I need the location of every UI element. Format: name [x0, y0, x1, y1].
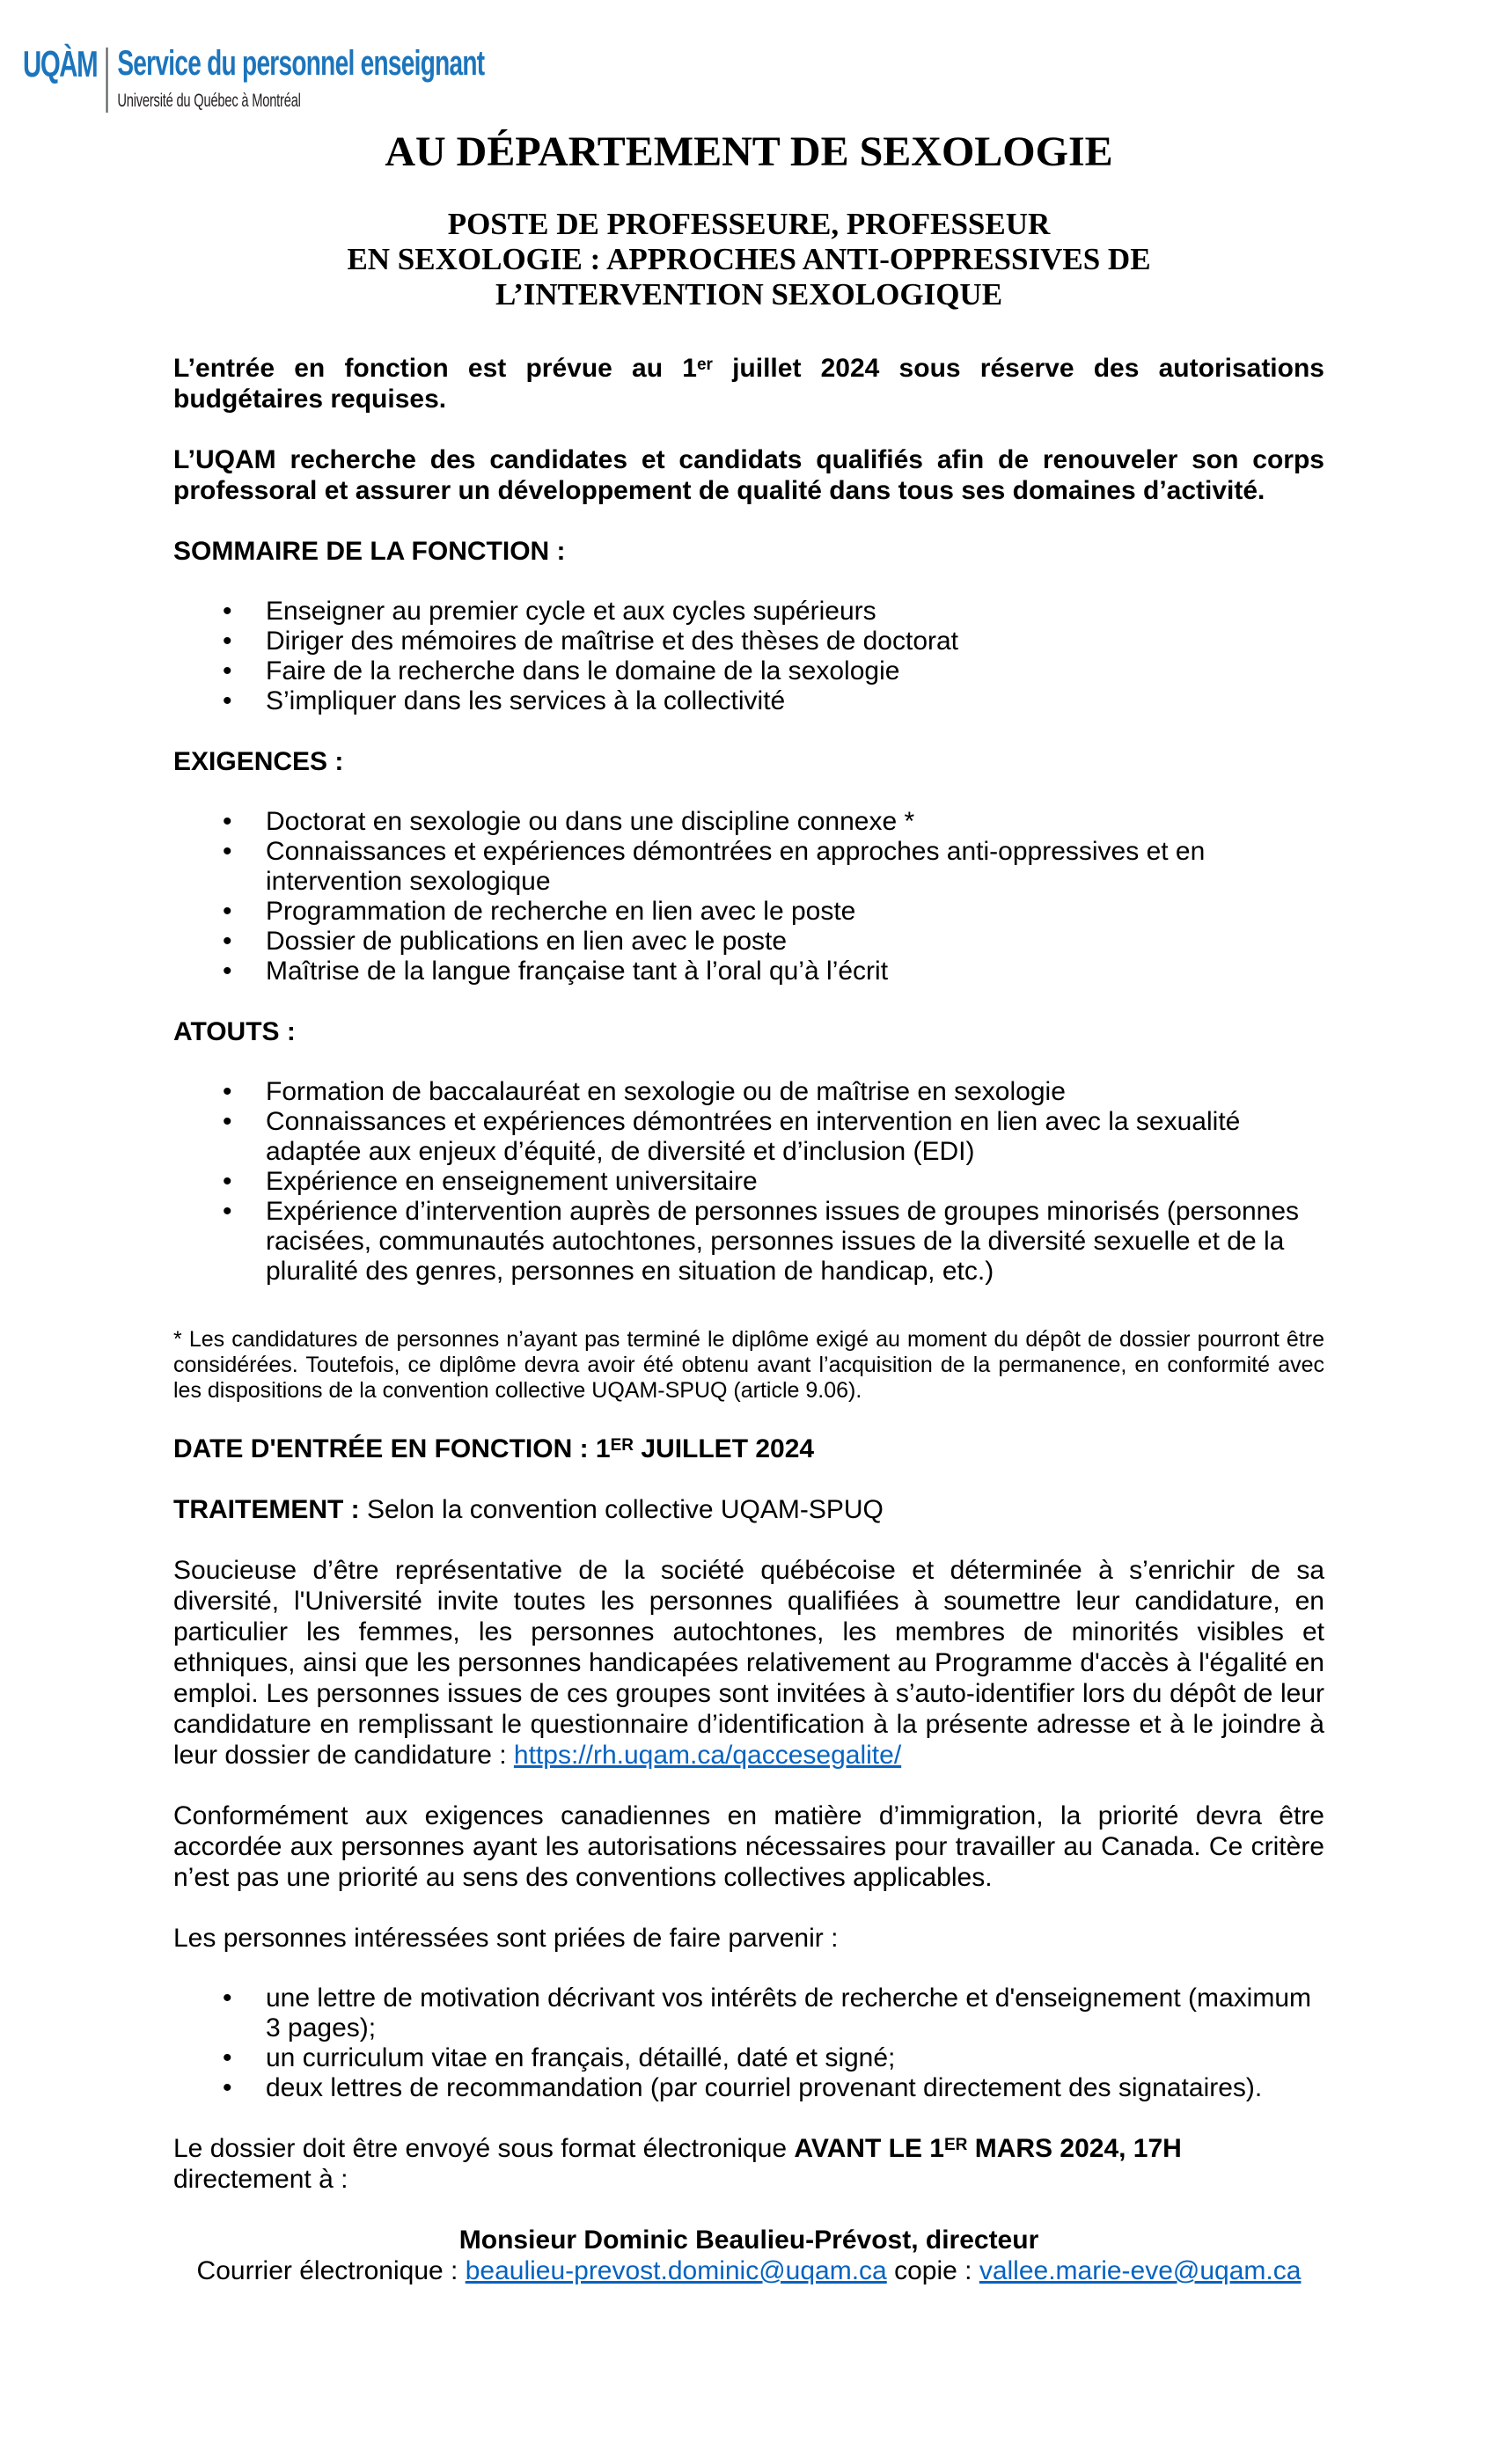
list-item: • Expérience d’intervention auprès de personnes issues de groupes minorisés (personnes racisées, communautés autochtones, personnes issues de la diversité sexuelle et de la pluralité des genres, personnes en situation de handicap, etc.) — [266, 1197, 1324, 1287]
start-date-paragraph — [173, 353, 1324, 414]
diploma-footnote: * Les candidatures de personnes n’ayant pas terminé le diplôme exigé au moment du dépôt de dossier pourront être considérées. Toutefois, ce diplôme devra avoir été obtenu avant l’acquisition de la permanence, en conformité avec les dispositions de la convention collective UQAM-SPUQ (article 9.06). — [173, 1327, 1324, 1403]
start-date-heading — [173, 1434, 1324, 1464]
page-title: AU DÉPARTEMENT DE SEXOLOGIE — [385, 128, 1113, 175]
list-item: • une lettre de motivation décrivant vos intérêts de recherche et d'enseignement (maximum 3 pages); — [266, 1984, 1324, 2043]
list-item: • Connaissances et expériences démontrées en intervention en lien avec la sexualité adaptée aux enjeux d’équité, de diversité et d’inclusion (EDI) — [266, 1107, 1324, 1167]
ordinal-superscript: ER — [943, 2136, 968, 2154]
list-item: • Maîtrise de la langue française tant à l’oral qu’à l’écrit — [266, 957, 1324, 986]
deadline-text-cont: directement à : — [173, 2165, 348, 2194]
contact-email-line — [173, 2255, 1324, 2286]
email-label: Courrier électronique : — [196, 2256, 466, 2285]
section-heading-exigences: EXIGENCES : — [173, 747, 344, 776]
list-item: • Connaissances et expériences démontrées en approches anti-oppressives et en intervention sexologique — [266, 837, 1324, 897]
list-item: • Diriger des mémoires de maîtrise et des thèses de doctorat — [266, 627, 1324, 656]
list-item: • Dossier de publications en lien avec le poste — [266, 927, 1324, 957]
position-subtitle — [173, 207, 1324, 312]
list-item: • Doctorat en sexologie ou dans une discipline connexe * — [266, 807, 1324, 837]
contact-name: Monsieur Dominic Beaulieu-Prévost, directeur — [458, 2226, 1039, 2255]
section-heading-sommaire: SOMMAIRE DE LA FONCTION : — [173, 537, 566, 566]
director-email-link[interactable]: beaulieu-prevost.dominic@uqam.ca — [465, 2256, 887, 2285]
diversity-text: Soucieuse d’être représentative de la société québécoise et déterminée à s’enrichir de sa diversité, l'Université invite toutes les personnes qualifiées à soumettre leur candidature, en particulier les femmes, les personnes autochtones, les membres de minorités visibles et ethniques, ainsi que les personnes handicapées relativement au Programme d'accès à l'égalité en emploi. Les personnes issues de ces groupes sont invitées à s’auto-identifier lors du dépôt de leur candidature en remplissant le questionnaire d’identification à la présente adresse et à le joindre à leur dossier de candidature : — [173, 1556, 1324, 1770]
application-intro: Les personnes intéressées sont priées de faire parvenir : — [173, 1924, 839, 1953]
list-item: • Faire de la recherche dans le domaine de la sexologie — [266, 656, 1324, 686]
uqam-mission-paragraph: L’UQAM recherche des candidates et candidats qualifiés afin de renouveler son corps professoral et assurer un développement de qualité dans tous ses domaines d’activité. — [173, 445, 1324, 505]
start-date-heading-cont: JUILLET 2024 — [634, 1434, 815, 1463]
copy-email-link[interactable]: vallee.marie-eve@uqam.ca — [979, 2256, 1302, 2285]
subtitle-line-2: EN SEXOLOGIE : APPROCHES ANTI-OPPRESSIVES DE — [347, 242, 1151, 276]
salary-line — [173, 1494, 1324, 1525]
exigences-list — [173, 807, 1324, 986]
deadline-text: Le dossier doit être envoyé sous format électronique — [173, 2134, 795, 2163]
diversity-paragraph — [173, 1555, 1324, 1771]
list-item: • Programmation de recherche en lien avec le poste — [266, 897, 1324, 927]
start-date-text: L’entrée en fonction est prévue au 1 — [173, 354, 697, 383]
ordinal-superscript: er — [696, 356, 713, 374]
deadline-date: AVANT LE 1 — [794, 2134, 944, 2163]
uqam-logo — [23, 44, 484, 113]
immigration-paragraph: Conformément aux exigences canadiennes en matière d’immigration, la priorité devra être accordée aux personnes ayant les autorisations nécessaires pour travailler au Canada. Ce critère n’est pas une priorité au sens des conventions collectives applicables. — [173, 1801, 1324, 1892]
uqam-logo-acronym: UQÀM — [23, 43, 98, 84]
ordinal-superscript: ER — [610, 1436, 634, 1455]
logo-text-block — [108, 44, 485, 112]
application-documents-list — [173, 1984, 1324, 2103]
list-item: • S’impliquer dans les services à la collectivité — [266, 686, 1324, 716]
section-heading-atouts: ATOUTS : — [173, 1017, 296, 1046]
list-item: • un curriculum vitae en français, détaillé, daté et signé; — [266, 2043, 1324, 2073]
access-equality-link[interactable]: https://rh.uqam.ca/qaccesegalite/ — [513, 1741, 902, 1770]
job-posting-body — [173, 128, 1324, 2286]
start-date-heading-text: DATE D'ENTRÉE EN FONCTION : 1 — [173, 1434, 611, 1463]
list-item: • deux lettres de recommandation (par courriel provenant directement des signataires). — [266, 2073, 1324, 2103]
logo-university-name: Université du Québec à Montréal — [117, 91, 301, 111]
list-item: • Formation de baccalauréat en sexologie ou de maîtrise en sexologie — [266, 1077, 1324, 1107]
start-date-text-cont: juillet 2024 sous réserve des autorisations budgétaires requises. — [173, 354, 1324, 414]
subtitle-line-1: POSTE DE PROFESSEURE, PROFESSEUR — [447, 207, 1051, 241]
sommaire-list — [173, 597, 1324, 716]
salary-text: Selon la convention collective UQAM-SPUQ — [359, 1495, 884, 1524]
atouts-list — [173, 1077, 1324, 1287]
list-item: • Enseigner au premier cycle et aux cycles supérieurs — [266, 597, 1324, 627]
copy-label: copie : — [886, 2256, 979, 2285]
subtitle-line-3: L’INTERVENTION SEXOLOGIQUE — [495, 277, 1003, 312]
deadline-date-cont: MARS 2024, 17H — [967, 2134, 1182, 2163]
logo-service-name: Service du personnel enseignant — [117, 44, 485, 83]
list-item: • Expérience en enseignement universitaire — [266, 1167, 1324, 1197]
salary-label: TRAITEMENT : — [173, 1495, 360, 1524]
deadline-line — [173, 2133, 1324, 2195]
